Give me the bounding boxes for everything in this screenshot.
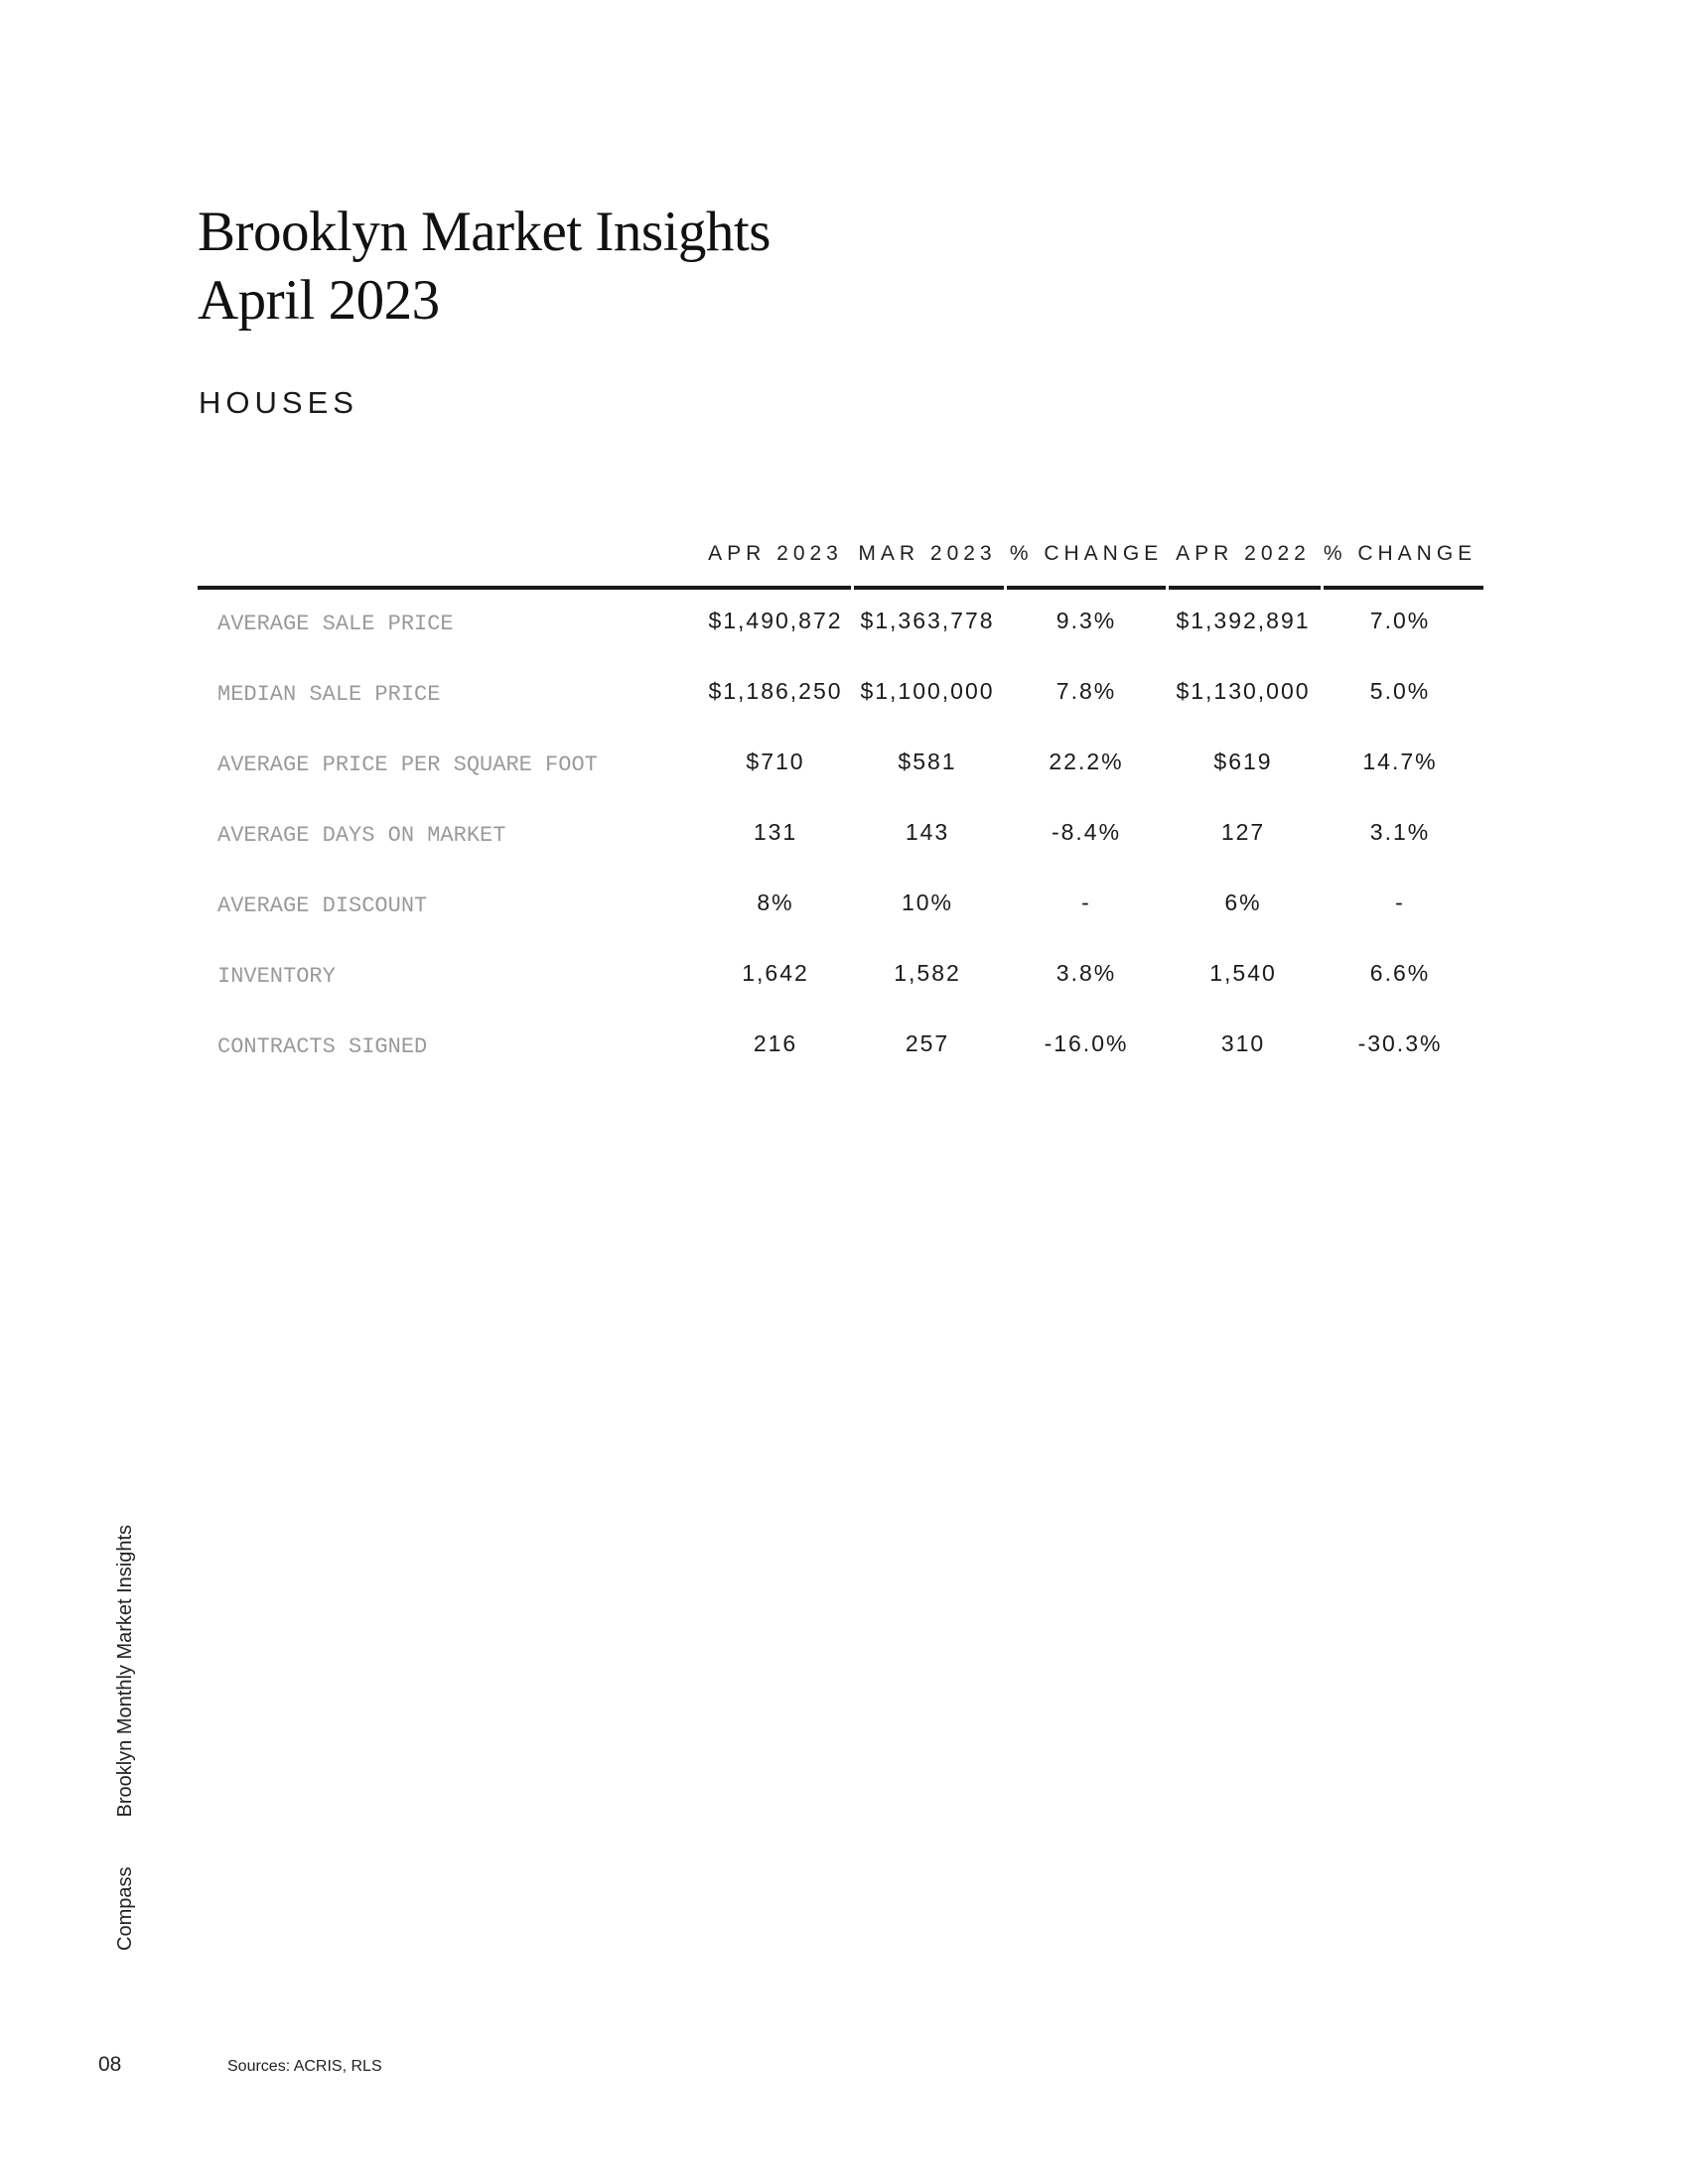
- table-cell: 216: [753, 1030, 798, 1056]
- table-cell: $581: [898, 749, 957, 774]
- table-header: [198, 516, 1483, 590]
- column-header: APR 2022: [1176, 542, 1311, 565]
- table-cell: -8.4%: [1051, 819, 1122, 845]
- table-cell: -: [1395, 889, 1405, 915]
- row-label: AVERAGE SALE PRICE: [217, 612, 454, 636]
- table-cell: 1,642: [742, 960, 809, 986]
- header-rule-gap: [1004, 582, 1007, 590]
- table-row: [198, 942, 1483, 1013]
- row-label: AVERAGE DAYS ON MARKET: [217, 823, 506, 848]
- row-label: INVENTORY: [217, 964, 336, 989]
- table-row: [198, 872, 1483, 942]
- table-row: [198, 1013, 1483, 1083]
- table-cell: -30.3%: [1357, 1030, 1443, 1056]
- table-cell: 7.8%: [1055, 678, 1117, 704]
- page-title: [198, 198, 771, 335]
- table-cell: 131: [753, 819, 798, 845]
- sources-note: Sources: ACRIS, RLS: [227, 2058, 382, 2075]
- table-cell: 7.0%: [1369, 608, 1431, 633]
- table-row: [198, 590, 1483, 660]
- column-header: MAR 2023: [858, 542, 997, 565]
- header-rule-gap: [1166, 582, 1169, 590]
- table-cell: 14.7%: [1362, 749, 1438, 774]
- table-cell: 22.2%: [1049, 749, 1124, 774]
- table-cell: 3.8%: [1055, 960, 1117, 986]
- table-cell: 310: [1220, 1030, 1266, 1056]
- title-line-2: April 2023: [198, 269, 440, 332]
- column-header: % CHANGE: [1323, 542, 1477, 565]
- table-cell: $1,100,000: [860, 678, 995, 704]
- section-label: HOUSES: [199, 385, 358, 420]
- column-header: APR 2023: [708, 542, 843, 565]
- table-row: [198, 801, 1483, 872]
- sidebar-caption: [114, 1525, 137, 1951]
- column-header: % CHANGE: [1009, 542, 1164, 565]
- table-cell: 6%: [1224, 889, 1262, 915]
- table-cell: 8%: [757, 889, 794, 915]
- table-cell: 3.1%: [1369, 819, 1431, 845]
- table-cell: $1,186,250: [708, 678, 843, 704]
- table-cell: 5.0%: [1369, 678, 1431, 704]
- table-cell: $1,363,778: [860, 608, 995, 633]
- row-label: MEDIAN SALE PRICE: [217, 682, 441, 707]
- table-cell: $1,392,891: [1176, 608, 1311, 633]
- page-number: 08: [98, 2053, 122, 2076]
- table-cell: $1,490,872: [708, 608, 843, 633]
- table-cell: 143: [905, 819, 950, 845]
- market-table: [198, 516, 1483, 1083]
- table-cell: $710: [746, 749, 805, 774]
- brand-name: Compass: [114, 1866, 136, 1951]
- row-label: AVERAGE DISCOUNT: [217, 893, 428, 918]
- table-cell: -: [1081, 889, 1091, 915]
- table-cell: 6.6%: [1369, 960, 1431, 986]
- table-cell: 10%: [901, 889, 954, 915]
- table-cell: -16.0%: [1044, 1030, 1129, 1056]
- table-cell: $619: [1213, 749, 1273, 774]
- table-cell: 9.3%: [1055, 608, 1117, 633]
- table-cell: 257: [905, 1030, 950, 1056]
- header-rule-gap: [1321, 582, 1324, 590]
- header-rule-gap: [851, 582, 854, 590]
- row-label: CONTRACTS SIGNED: [217, 1034, 428, 1059]
- table-cell: 1,540: [1209, 960, 1277, 986]
- row-label: AVERAGE PRICE PER SQUARE FOOT: [217, 752, 598, 777]
- table-cell: 1,582: [894, 960, 961, 986]
- table-cell: 127: [1220, 819, 1266, 845]
- table-row: [198, 660, 1483, 731]
- table-cell: $1,130,000: [1176, 678, 1311, 704]
- table-row: [198, 731, 1483, 801]
- publication-name: Brooklyn Monthly Market Insights: [114, 1524, 136, 1818]
- title-line-1: Brooklyn Market Insights: [198, 201, 771, 263]
